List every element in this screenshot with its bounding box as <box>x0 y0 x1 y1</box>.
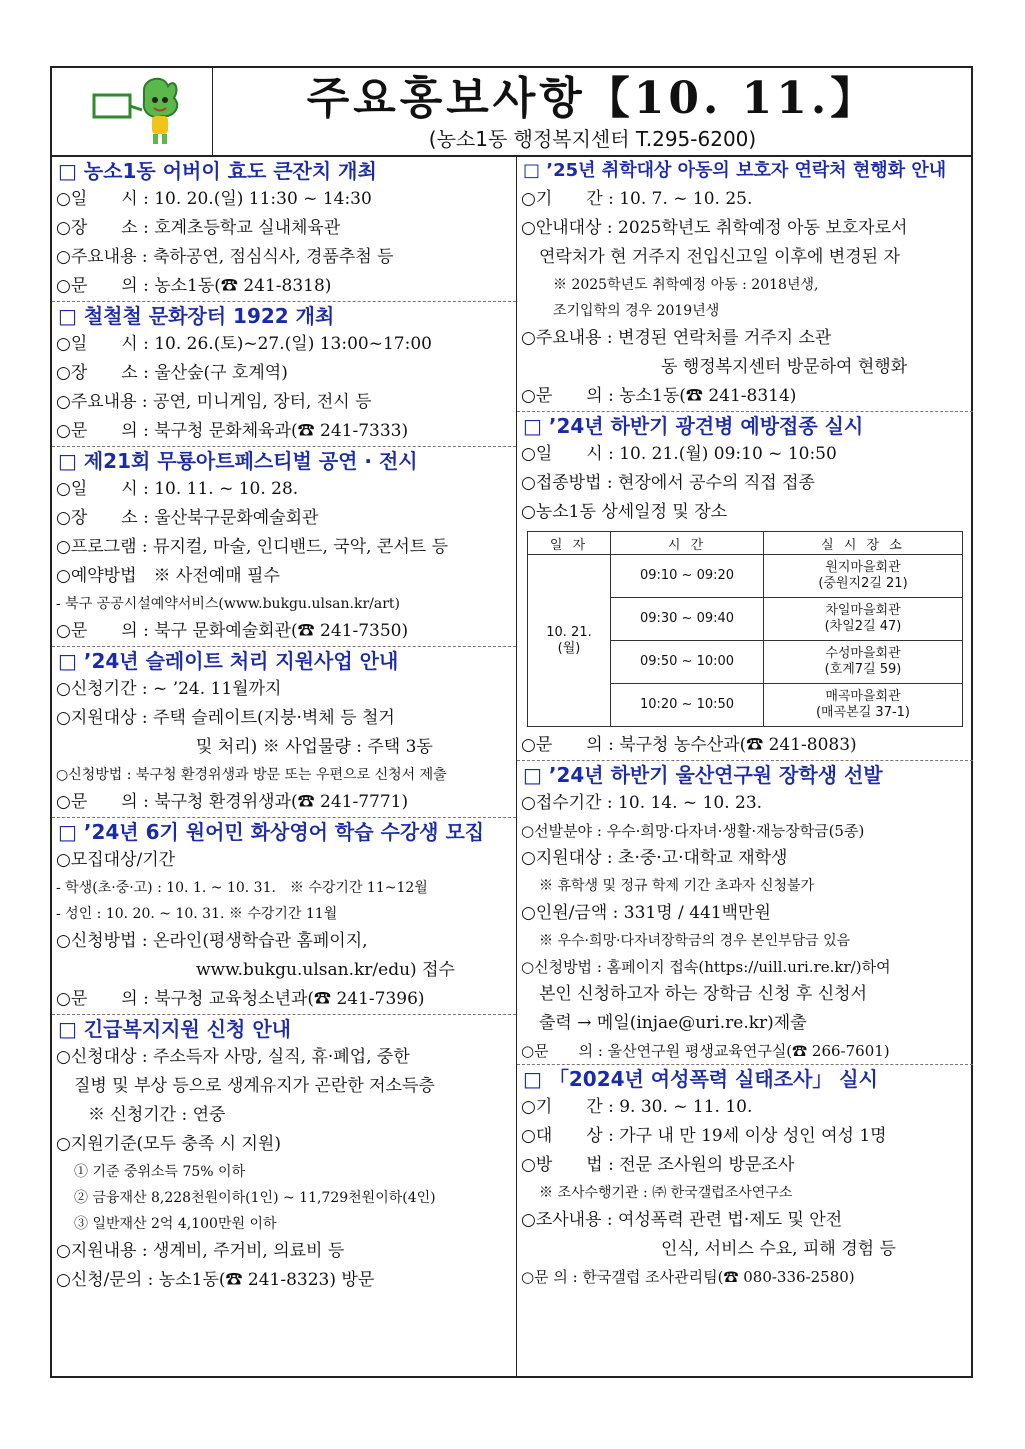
left-column <box>52 157 517 1378</box>
info-row: ○일 시 : 10. 26.(토)~27.(일) 13:00~17:00 <box>56 334 432 354</box>
info-row: 출력 → 메일(injae@uri.re.kr)제출 <box>539 1013 807 1033</box>
section-culture-market <box>52 302 516 447</box>
info-row: ○장 소 : 울산숲(구 호계역) <box>56 363 288 383</box>
info-row: ○장 소 : 호계초등학교 실내체육관 <box>56 218 341 238</box>
info-row: ○일 시 : 10. 20.(일) 11:30 ~ 14:30 <box>56 189 372 209</box>
info-row: ※ 2025학년도 취학예정 아동 : 2018년생, <box>553 277 819 293</box>
info-row: ○문 의 : 북구청 농수산과(☎ 241-8083) <box>521 735 857 755</box>
page-title: 주요홍보사항【10. 11.】 <box>306 73 879 124</box>
right-column <box>517 157 973 1290</box>
section-violence-survey <box>517 1065 973 1290</box>
table-header-row <box>528 532 963 555</box>
section-heading: □ ’24년 슬레이트 처리 지원사업 안내 <box>58 649 399 673</box>
info-row: ○신청기간 : ~ ’24. 11월까지 <box>56 679 282 699</box>
section-heading: □ 「2024년 여성폭력 실태조사」 실시 <box>523 1067 878 1091</box>
info-row: ○접수기간 : 10. 14. ~ 10. 23. <box>521 793 763 813</box>
info-row: ○대 상 : 가구 내 만 19세 이상 성인 여성 1명 <box>521 1126 887 1146</box>
section-slate-support <box>52 647 516 818</box>
place-address: (중원지2길 21) <box>818 576 908 591</box>
place-address: (매곡본길 37-1) <box>815 705 910 720</box>
info-row: ○일 시 : 10. 21.(월) 09:10 ~ 10:50 <box>521 444 837 464</box>
section-school-contact <box>517 157 973 412</box>
notice-frame <box>50 66 973 1378</box>
info-row: ○지원기준(모두 충족 시 지원) <box>56 1134 281 1154</box>
section-heading: □ 철철철 문화장터 1922 개최 <box>58 304 335 328</box>
info-row: ※ 우수·희망·다자녀장학금의 경우 본인부담금 있음 <box>539 933 851 949</box>
info-row: ※ 휴학생 및 정규 학제 기간 초과자 신청불가 <box>539 878 815 894</box>
info-row: ○선발분야 : 우수·희망·다자녀·생활·재능장학금(5종) <box>521 822 865 840</box>
info-row: ○문 의 : 북구청 교육청소년과(☎ 241-7396) <box>56 989 425 1009</box>
section-emergency-welfare <box>52 1015 516 1295</box>
info-row: ○방 법 : 전문 조사원의 방문조사 <box>521 1155 795 1175</box>
section-heading: □ ’24년 하반기 광견병 예방접종 실시 <box>523 414 864 438</box>
info-row: ○문 의 : 농소1동(☎ 241-8318) <box>56 276 332 296</box>
info-row: ○모집대상/기간 <box>56 850 176 870</box>
info-row: ○문 의 : 북구청 환경위생과(☎ 241-7771) <box>56 792 409 812</box>
time-cell: 09:50 ~ 10:00 <box>611 641 764 684</box>
info-row: ③ 일반재산 2억 4,100만원 이하 <box>74 1216 277 1232</box>
section-scholarship <box>517 761 973 1065</box>
time-cell: 09:10 ~ 09:20 <box>611 555 764 598</box>
info-row: ○문 의 : 한국갤럽 조사관리팀(☎ 080-336-2580) <box>521 1268 855 1286</box>
info-row: ○지원내용 : 생계비, 주거비, 의료비 등 <box>56 1241 345 1261</box>
section-heading: □ 농소1동 어버이 효도 큰잔치 개최 <box>58 159 377 183</box>
info-row: ○문 의 : 농소1동(☎ 241-8314) <box>521 386 797 406</box>
info-row: 및 처리) ※ 사업물량 : 주택 3동 <box>196 737 433 757</box>
section-heading: □ ’25년 취학대상 아동의 보호자 연락처 현행화 안내 <box>523 160 947 181</box>
section-heading: □ ’24년 하반기 울산연구원 장학생 선발 <box>523 763 883 787</box>
info-row: ○신청방법 : 온라인(평생학습관 홈페이지, <box>56 931 368 951</box>
info-row: 인식, 서비스 수요, 피해 경험 등 <box>661 1239 896 1259</box>
info-row: - 학생(초·중·고) : 10. 1. ~ 10. 31. ※ 수강기간 11~12월 <box>56 880 428 896</box>
info-row: ※ 신청기간 : 연중 <box>88 1105 226 1125</box>
info-row: ② 금융재산 8,228천원이하(1인) ~ 11,729천원이하(4인) <box>74 1190 436 1206</box>
info-row: 동 행정복지센터 방문하여 현행화 <box>661 357 908 377</box>
place-cell <box>764 684 963 727</box>
info-row: ○지원대상 : 주택 슬레이트(지붕·벽체 등 철거 <box>56 708 395 728</box>
place-address: (차일2길 47) <box>824 619 902 634</box>
info-row: ○예약방법 ※ 사전예매 필수 <box>56 566 280 586</box>
place-name: 수성마을회관 <box>825 646 901 661</box>
info-row: ○인원/금액 : 331명 / 441백만원 <box>521 903 771 923</box>
place-address: (호계7길 59) <box>824 662 902 677</box>
table-header: 실 시 장 소 <box>764 532 963 555</box>
time-cell: 10:20 ~ 10:50 <box>611 684 764 727</box>
section-parents-festival <box>52 157 516 302</box>
table-header: 시 간 <box>611 532 764 555</box>
info-row: ① 기준 중위소득 75% 이하 <box>74 1164 246 1180</box>
mascot-logo-icon <box>52 68 212 155</box>
info-row: ○신청방법 : 홈페이지 접속(https://uill.uri.re.kr/)하여 <box>521 958 891 976</box>
section-english-class <box>52 818 516 1015</box>
table-row <box>528 555 963 598</box>
logo-cell <box>52 68 213 155</box>
date-cell <box>528 555 611 727</box>
info-row: 본인 신청하고자 하는 장학금 신청 후 신청서 <box>539 984 868 1004</box>
table-header: 일 자 <box>528 532 611 555</box>
info-row: ○조사내용 : 여성폭력 관련 법·제도 및 안전 <box>521 1210 843 1230</box>
info-row: ○장 소 : 울산북구문화예술회관 <box>56 508 319 528</box>
place-name: 차일마을회관 <box>825 603 901 618</box>
section-heading: □ 긴급복지지원 신청 안내 <box>58 1017 291 1041</box>
info-row: ○접종방법 : 현장에서 공수의 직접 접종 <box>521 473 815 493</box>
info-row: ○주요내용 : 공연, 미니게임, 장터, 전시 등 <box>56 392 372 412</box>
info-row: ○신청대상 : 주소득자 사망, 실직, 휴·폐업, 중한 <box>56 1047 410 1067</box>
place-name: 원지마을회관 <box>825 560 901 575</box>
info-row: ○프로그램 : 뮤지컬, 마술, 인디밴드, 국악, 콘서트 등 <box>56 537 449 557</box>
info-row: ○기 간 : 10. 7. ~ 10. 25. <box>521 189 753 209</box>
info-row: 조기입학의 경우 2019년생 <box>553 303 720 319</box>
section-heading: □ 제21회 무룡아트페스티벌 공연 · 전시 <box>58 449 418 473</box>
date-text: 10. 21. <box>546 624 592 640</box>
place-cell <box>764 598 963 641</box>
info-row: ○문 의 : 울산연구원 평생교육연구실(☎ 266-7601) <box>521 1042 890 1060</box>
section-art-festival <box>52 447 516 647</box>
info-row: ○신청방법 : 북구청 환경위생과 방문 또는 우편으로 신청서 제출 <box>56 767 447 783</box>
info-row: ○지원대상 : 초·중·고·대학교 재학생 <box>521 848 788 868</box>
vaccination-schedule-table <box>527 531 963 727</box>
place-cell <box>764 555 963 598</box>
page-subtitle: (농소1동 행정복지센터 T.295-6200) <box>428 127 757 151</box>
info-row: - 북구 공공시설예약서비스(www.bukgu.ulsan.kr/art) <box>56 596 400 612</box>
info-row: www.bukgu.ulsan.kr/edu) 접수 <box>196 960 455 980</box>
place-cell <box>764 641 963 684</box>
info-row: ○일 시 : 10. 11. ~ 10. 28. <box>56 479 299 499</box>
place-name: 매곡마을회관 <box>825 689 901 704</box>
section-heading: □ ’24년 6기 원어민 화상영어 학습 수강생 모집 <box>58 820 485 844</box>
info-row: ○주요내용 : 축하공연, 점심식사, 경품추첨 등 <box>56 247 394 267</box>
info-row: ※ 조사수행기관 : ㈜ 한국갤럽조사연구소 <box>539 1185 793 1201</box>
info-row: ○안내대상 : 2025학년도 취학예정 아동 보호자로서 <box>521 218 908 238</box>
info-row: 연락처가 현 거주지 전입신고일 이후에 변경된 자 <box>539 247 900 267</box>
info-row: ○주요내용 : 변경된 연락처를 거주지 소관 <box>521 328 832 348</box>
day-text: (월) <box>557 640 581 656</box>
info-row: ○농소1동 상세일정 및 장소 <box>521 502 728 522</box>
section-rabies-vaccination <box>517 412 973 761</box>
info-row: ○기 간 : 9. 30. ~ 11. 10. <box>521 1097 753 1117</box>
info-row: ○문 의 : 북구청 문화체육과(☎ 241-7333) <box>56 421 409 441</box>
time-cell: 09:30 ~ 09:40 <box>611 598 764 641</box>
info-row: 질병 및 부상 등으로 생계유지가 곤란한 저소득층 <box>74 1076 435 1096</box>
header <box>52 68 971 157</box>
info-row: ○신청/문의 : 농소1동(☎ 241-8323) 방문 <box>56 1270 375 1290</box>
info-row: ○문 의 : 북구 문화예술회관(☎ 241-7350) <box>56 621 409 641</box>
info-row: - 성인 : 10. 20. ~ 10. 31. ※ 수강기간 11월 <box>56 906 338 922</box>
